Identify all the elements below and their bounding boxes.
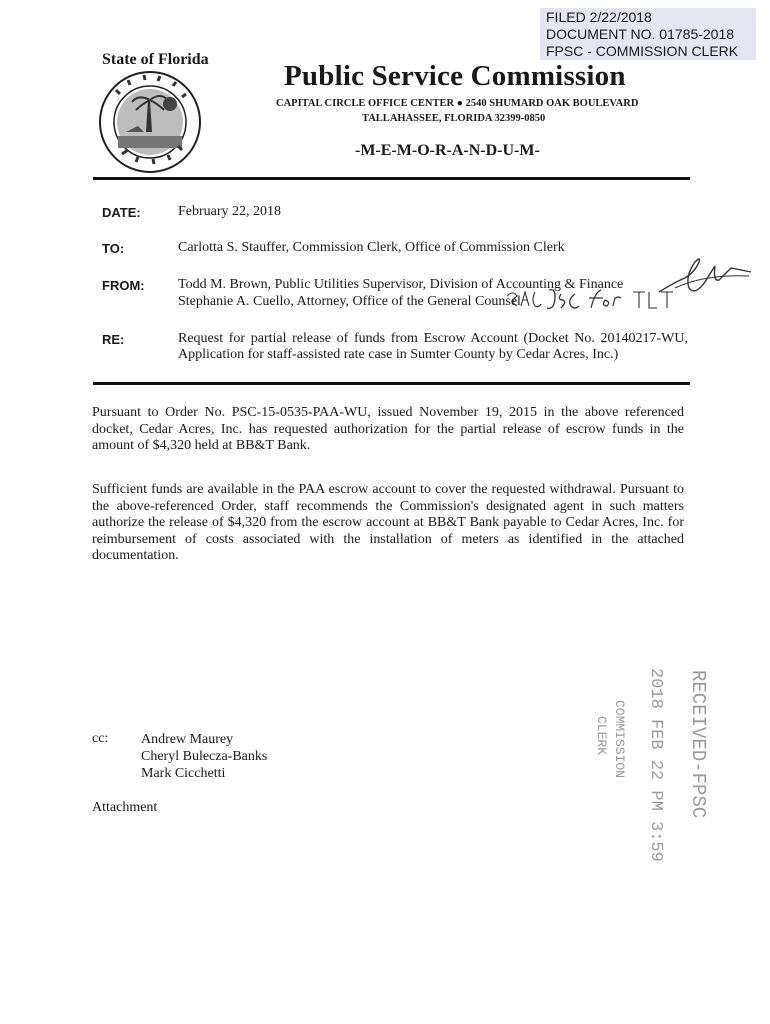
re-value: Request for partial release of funds from Escrow Account (Docket No. 20140217-WU, Application for staff-assisted rate case in Sumter County by Cedar Acres, Inc.) bbox=[178, 331, 688, 362]
subject-divider bbox=[93, 382, 690, 385]
received-stamp-title: RECEIVED-FPSC bbox=[687, 670, 709, 819]
received-stamp-commission: COMMISSION bbox=[612, 700, 627, 779]
from-line-1: Todd M. Brown, Public Utilities Supervisor, Division of Accounting & Finance bbox=[178, 277, 624, 292]
state-seal-icon bbox=[98, 70, 202, 174]
filed-stamp bbox=[540, 8, 756, 60]
address-line-1: CAPITAL CIRCLE OFFICE CENTER ● 2540 SHUMARD OAK BOULEVARD bbox=[276, 98, 639, 109]
body-paragraph-1: Pursuant to Order No. PSC-15-0535-PAA-WU, issued November 19, 2015 in the above referenced docket, Cedar Acres, Inc. has requested authorization for the partial release of escrow funds in the amount of $4,320 held at BB&T Bank. bbox=[92, 405, 684, 453]
handwritten-initials-icon bbox=[505, 286, 685, 316]
to-value: Carlotta S. Stauffer, Commission Clerk, Office of Commission Clerk bbox=[178, 240, 565, 255]
from-line-2: Stephanie A. Cuello, Attorney, Office of the General Counsel bbox=[178, 294, 521, 309]
organization-name: Public Service Commission bbox=[284, 60, 626, 92]
clerk-line: FPSC - COMMISSION CLERK bbox=[546, 43, 739, 59]
memorandum-title: -M-E-M-O-R-A-N-D-U-M- bbox=[355, 142, 540, 159]
date-label: DATE: bbox=[102, 205, 141, 220]
cc-recipient: Andrew Maurey bbox=[141, 732, 234, 747]
date-value: February 22, 2018 bbox=[178, 204, 282, 219]
received-stamp-date: 2018 FEB 22 PM 3:59 bbox=[646, 668, 665, 862]
received-stamp-clerk: CLERK bbox=[594, 716, 609, 756]
attachment-note: Attachment bbox=[92, 800, 158, 815]
from-label: FROM: bbox=[102, 278, 145, 293]
to-label: TO: bbox=[102, 241, 125, 256]
address-line-2: TALLAHASSEE, FLORIDA 32399-0850 bbox=[362, 113, 546, 124]
header-divider bbox=[93, 177, 690, 180]
cc-label: cc: bbox=[92, 731, 109, 746]
document-number: DOCUMENT NO. 01785-2018 bbox=[546, 26, 735, 42]
state-name: State of Florida bbox=[102, 51, 209, 68]
filed-date: FILED 2/22/2018 bbox=[546, 9, 652, 25]
cc-list bbox=[141, 731, 267, 782]
cc-recipient: Cheryl Bulecza-Banks bbox=[141, 749, 268, 764]
received-stamp bbox=[565, 660, 715, 862]
body-paragraph-2: Sufficient funds are available in the PAA escrow account to cover the requested withdrawal. Pursuant to the above-referenced Order, staff recommends the Commission's designated agent in such matters authorize the release of $4,320 from the escrow account at BB&T Bank payable to Cedar Acres, Inc. for reimbursement of costs associated with the installation of meters as identified in the attached documentation. bbox=[92, 482, 684, 563]
re-label: RE: bbox=[102, 332, 125, 347]
cc-recipient: Mark Cicchetti bbox=[141, 766, 226, 781]
